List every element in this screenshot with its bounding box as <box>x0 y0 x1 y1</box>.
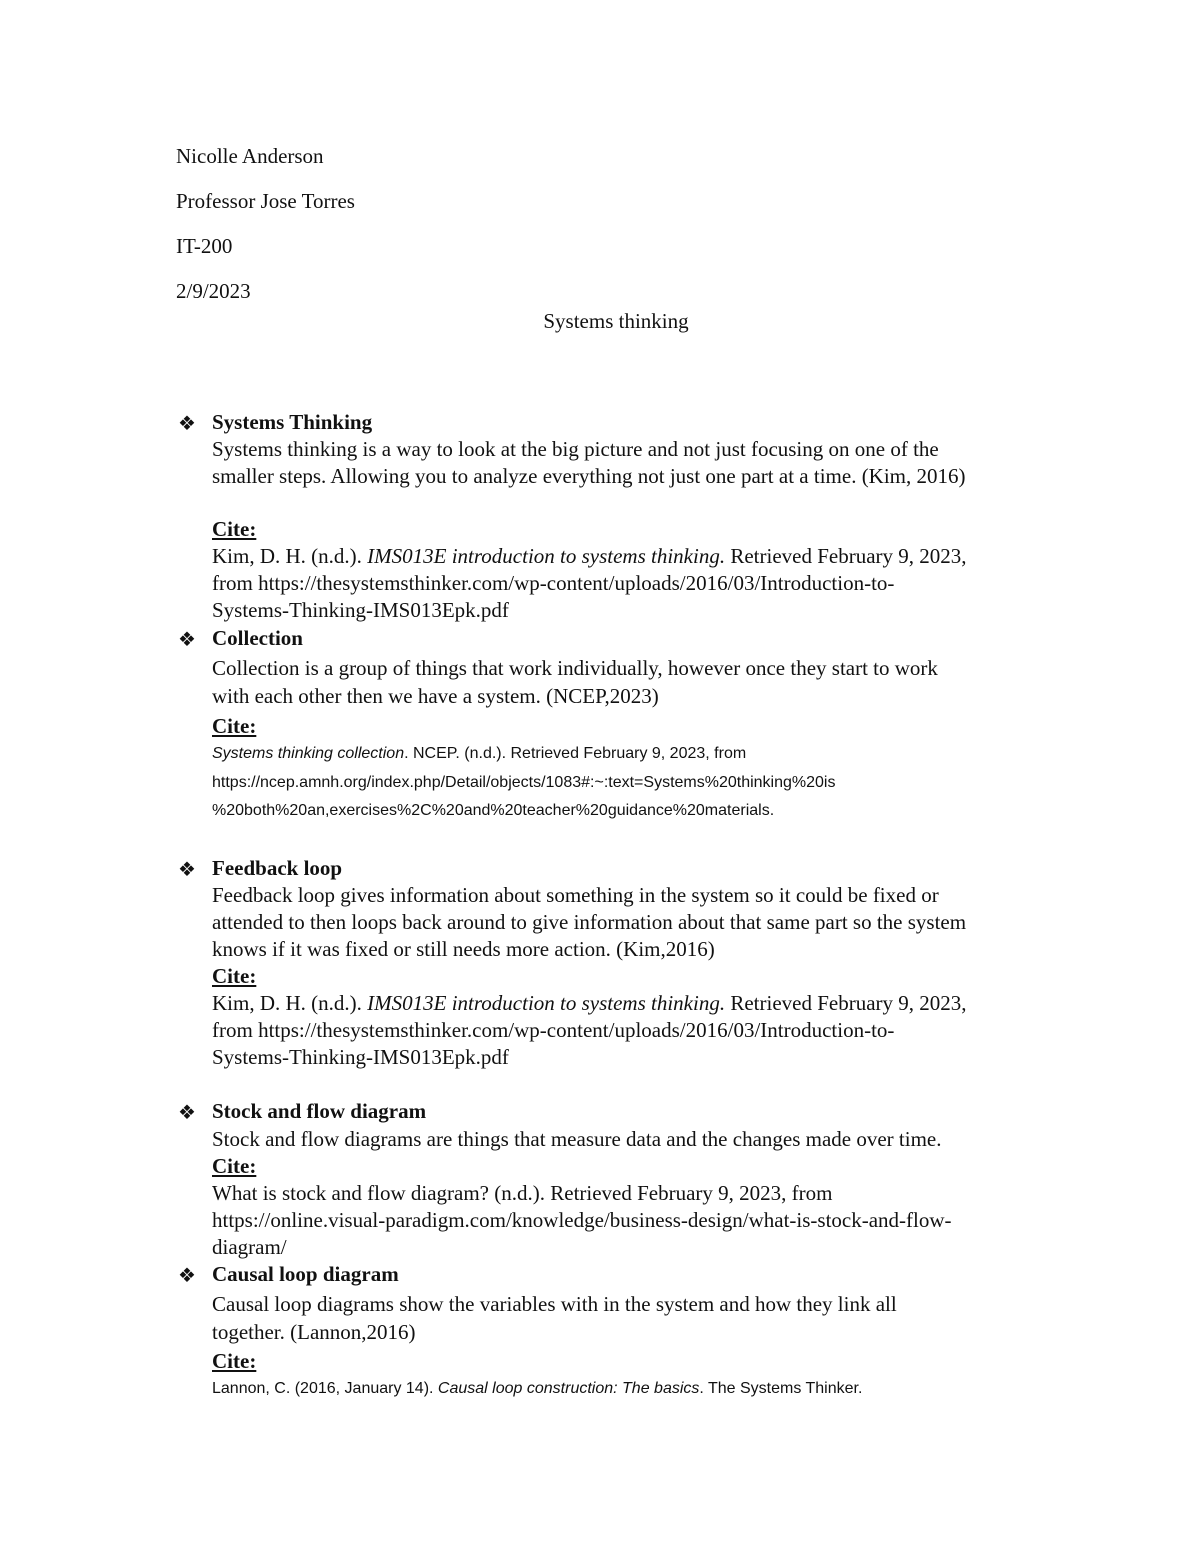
cite-label: Cite: <box>212 1154 257 1178</box>
section-body-line: with each other then we have a system. (NCEP,2023) <box>212 684 659 708</box>
cite-label: Cite: <box>212 964 257 988</box>
citation-line: Kim, D. H. (n.d.). IMS013E introduction to systems thinking. Retrieved February 9, 2023, <box>212 544 967 568</box>
diamond-bullet-icon: ❖ <box>178 411 196 435</box>
professor-name: Professor Jose Torres <box>176 189 355 213</box>
diamond-bullet-icon: ❖ <box>178 1263 196 1287</box>
section-body-line: knows if it was fixed or still needs more action. (Kim,2016) <box>212 937 715 961</box>
citation-line: https://ncep.amnh.org/index.php/Detail/objects/1083#:~:text=Systems%20thinking%20is <box>212 774 836 791</box>
citation-line: Kim, D. H. (n.d.). IMS013E introduction to systems thinking. Retrieved February 9, 2023, <box>212 991 967 1015</box>
cite-label: Cite: <box>212 714 257 738</box>
section-body-line: Collection is a group of things that work individually, however once they start to work <box>212 656 938 680</box>
cite-label: Cite: <box>212 1349 257 1373</box>
section-title: Systems Thinking <box>212 410 373 434</box>
cite-label: Cite: <box>212 517 257 541</box>
section-title: Feedback loop <box>212 856 343 880</box>
section-body-line: together. (Lannon,2016) <box>212 1320 416 1344</box>
document-date: 2/9/2023 <box>176 279 251 303</box>
page-title: Systems thinking <box>543 309 689 333</box>
course-code: IT-200 <box>176 234 233 258</box>
citation-line: from https://thesystemsthinker.com/wp-content/uploads/2016/03/Introduction-to- <box>212 1018 895 1042</box>
section-title: Stock and flow diagram <box>212 1099 427 1123</box>
citation-line: Systems-Thinking-IMS013Epk.pdf <box>212 1045 509 1069</box>
author-name: Nicolle Anderson <box>176 144 324 168</box>
citation-work-title: IMS013E introduction to systems thinking. <box>367 544 726 568</box>
diamond-bullet-icon: ❖ <box>178 1100 196 1124</box>
section-body-line: Stock and flow diagrams are things that measure data and the changes made over time. <box>212 1127 942 1151</box>
citation-work-title: Causal loop construction: The basics <box>437 1380 700 1397</box>
section-body-line: Systems thinking is a way to look at the big picture and not just focusing on one of the <box>212 437 939 461</box>
diamond-bullet-icon: ❖ <box>178 627 196 651</box>
citation-line: %20both%20an,exercises%2C%20and%20teacher%20guidance%20materials. <box>212 802 775 819</box>
section-body-line: Causal loop diagrams show the variables with in the system and how they link all <box>212 1292 897 1316</box>
section-body-line: attended to then loops back around to give information about that same part so the system <box>212 910 967 934</box>
section-title: Collection <box>212 626 303 650</box>
section-title: Causal loop diagram <box>212 1262 399 1286</box>
citation-line: Lannon, C. (2016, January 14). Causal loop construction: The basics. The Systems Thinker. <box>212 1380 863 1397</box>
citation-line: Systems thinking collection. NCEP. (n.d.). Retrieved February 9, 2023, from <box>212 745 747 762</box>
citation-line: from https://thesystemsthinker.com/wp-content/uploads/2016/03/Introduction-to- <box>212 571 895 595</box>
section-body-line: Feedback loop gives information about something in the system so it could be fixed or <box>212 883 939 907</box>
citation-line: What is stock and flow diagram? (n.d.). Retrieved February 9, 2023, from <box>212 1181 833 1205</box>
citation-work-title: Systems thinking collection <box>212 745 405 762</box>
citation-line: diagram/ <box>212 1235 287 1259</box>
citation-work-title: IMS013E introduction to systems thinking. <box>367 991 726 1015</box>
diamond-bullet-icon: ❖ <box>178 857 196 881</box>
section-body-line: smaller steps. Allowing you to analyze everything not just one part at a time. (Kim, 2016) <box>212 464 966 488</box>
citation-line: https://online.visual-paradigm.com/knowledge/business-design/what-is-stock-and-flow- <box>212 1208 952 1232</box>
citation-line: Systems-Thinking-IMS013Epk.pdf <box>212 598 509 622</box>
